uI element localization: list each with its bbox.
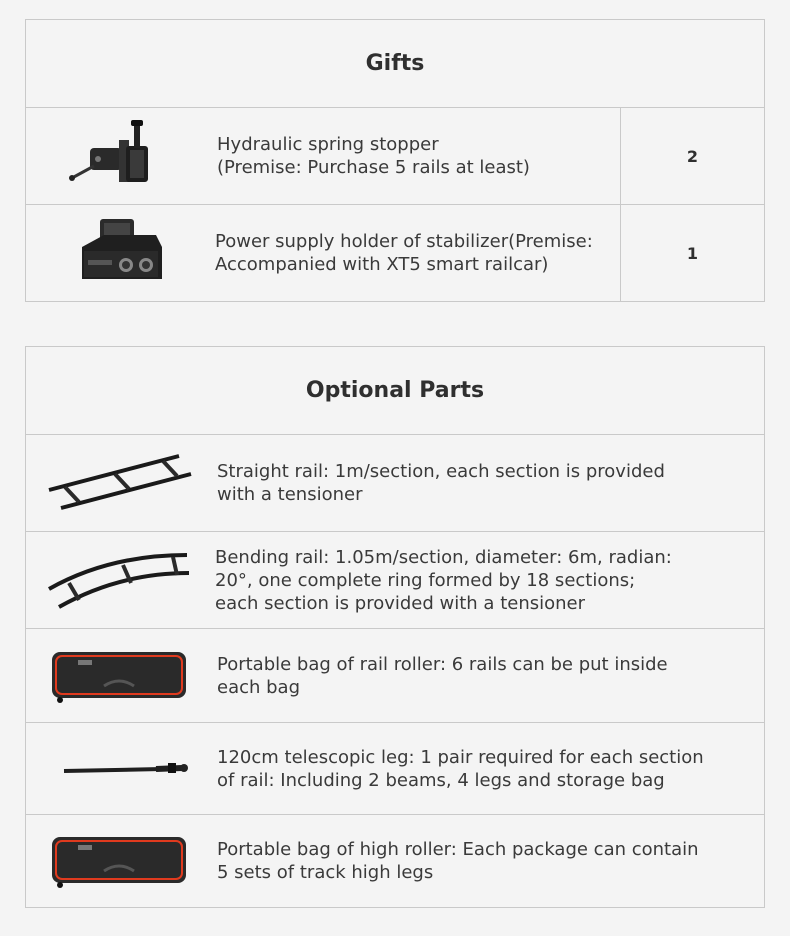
gifts-title: Gifts (26, 20, 764, 108)
power-holder-icon (26, 205, 211, 301)
gift-quantity: 1 (620, 205, 764, 301)
hydraulic-stopper-icon (26, 108, 211, 204)
optional-part-row (26, 629, 764, 723)
optional-parts-panel (25, 346, 765, 908)
optional-parts-title: Optional Parts (26, 347, 764, 435)
gift-row (26, 108, 764, 205)
optional-part-row (26, 723, 764, 815)
part-description: Straight rail: 1m/section, each section is provided with a tensioner (217, 461, 665, 505)
roller-bag-icon (26, 815, 211, 907)
optional-part-row (26, 532, 764, 629)
optional-part-row (26, 435, 764, 532)
gift-description: Power supply holder of stabilizer(Premise: Accompanied with XT5 smart railcar) (215, 231, 593, 275)
rail-bag-icon (26, 629, 211, 722)
part-description: 120cm telescopic leg: 1 pair required for each section of rail: Including 2 beams, 4 legs and storage bag (217, 746, 704, 791)
gifts-panel (25, 19, 765, 302)
telescopic-leg-icon (26, 723, 211, 814)
optional-part-row (26, 815, 764, 907)
part-description: Portable bag of rail roller: 6 rails can be put inside each bag (217, 653, 668, 698)
gift-row (26, 205, 764, 301)
straight-rail-icon (26, 435, 211, 531)
bending-rail-icon (26, 532, 211, 628)
part-description: Portable bag of high roller: Each package can contain 5 sets of track high legs (217, 839, 699, 883)
gift-quantity: 2 (620, 108, 764, 204)
gift-description: Hydraulic spring stopper (Premise: Purchase 5 rails at least) (217, 134, 530, 178)
part-description: Bending rail: 1.05m/section, diameter: 6m, radian: 20°, one complete ring formed by 18 sections; each section is provided with a tensioner (215, 546, 672, 614)
